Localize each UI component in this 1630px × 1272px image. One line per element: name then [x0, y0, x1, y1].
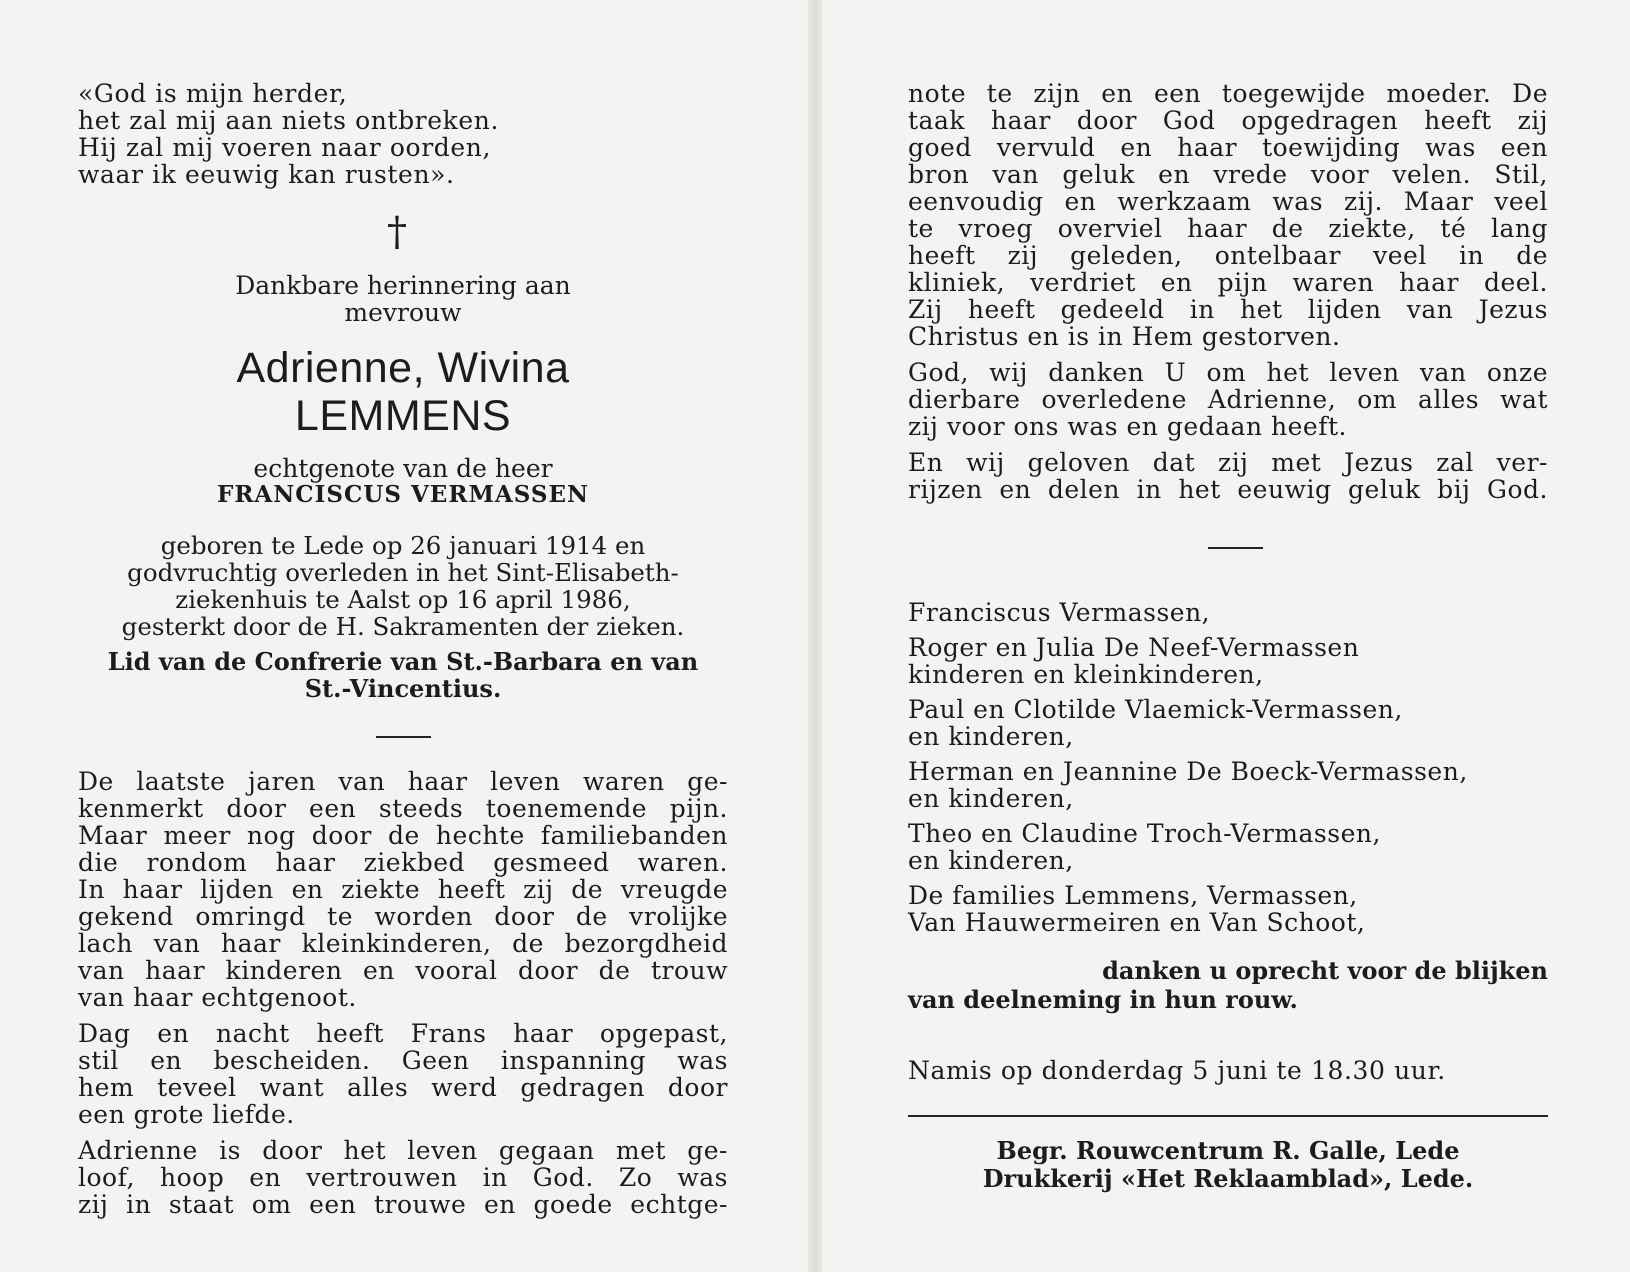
family-line: kinderen en kleinkinderen, — [908, 660, 1264, 689]
family-group — [908, 758, 1548, 812]
thanks-line: danken u oprecht voor de blijken — [1102, 956, 1548, 985]
spouse-name: FRANCISCUS VERMASSEN — [216, 481, 590, 508]
membership-line: St.-Vincentius. — [304, 674, 502, 703]
family-line: en kinderen, — [908, 722, 1074, 751]
deceased-first-names: Adrienne, Wivina — [236, 344, 570, 392]
tribute-paragraph — [78, 1137, 728, 1218]
text-line: lach van haar kleinkinderen, de bezorgdheid — [78, 929, 728, 958]
text-line: bron van geluk en vrede voor velen. Stil, — [908, 160, 1548, 189]
text-line: stil en bescheiden. Geen inspanning was — [78, 1046, 728, 1075]
text-line: loof, hoop en vertrouwen in God. Zo was — [78, 1163, 728, 1192]
family-line: Paul en Clotilde Vlaemick-Vermassen, — [908, 695, 1403, 724]
printer-line: Begr. Rouwcentrum R. Galle, Lede — [996, 1136, 1460, 1165]
text-line: Zij heeft gedeeld in het lijden van Jezus — [908, 295, 1548, 324]
detail-line: gesterkt door de H. Sakramenten der zieken. — [121, 612, 685, 641]
text-line: zij in staat om een trouwe en goede echtge- — [78, 1190, 728, 1219]
family-line: Van Hauwermeiren en Van Schoot, — [908, 908, 1366, 937]
card-fold — [808, 0, 822, 1272]
service-announcement: Namis op donderdag 5 juni te 18.30 uur. — [908, 1056, 1446, 1085]
spouse-intro: echtgenote van de heer — [253, 454, 553, 483]
membership-line: Lid van de Confrerie van St.-Barbara en van — [107, 647, 699, 676]
text-line: te vroeg overviel haar de ziekte, té lang — [908, 214, 1548, 243]
tribute-continued — [908, 80, 1548, 503]
birth-death-details — [78, 532, 728, 640]
text-line: Christus en is in Hem gestorven. — [908, 322, 1341, 351]
text-line: Adrienne is door het leven gegaan met ge- — [78, 1136, 728, 1165]
text-line: van haar echtgenoot. — [78, 983, 357, 1012]
family-line: Roger en Julia De Neef-Vermassen — [908, 633, 1360, 662]
intro-line: Dankbare herinnering aan — [235, 271, 571, 300]
tribute-paragraph — [78, 1020, 728, 1128]
family-line: Herman en Jeannine De Boeck-Vermassen, — [908, 757, 1468, 786]
text-line: En wij geloven dat zij met Jezus zal ver- — [908, 448, 1548, 477]
deceased-surname: LEMMENS — [294, 392, 512, 440]
psalm-line: het zal mij aan niets ontbreken. — [78, 106, 500, 135]
text-line: God, wij danken U om het leven van onze — [908, 358, 1548, 387]
family-line: en kinderen, — [908, 846, 1074, 875]
detail-line: geboren te Lede op 26 januari 1914 en — [160, 531, 646, 560]
printer-credits — [908, 1137, 1548, 1193]
text-line: hem teveel want alles werd gedragen door — [78, 1073, 728, 1102]
family-group — [908, 599, 1548, 626]
text-line: dierbare overledene Adrienne, om alles wat — [908, 385, 1548, 414]
tribute-paragraph — [908, 80, 1548, 350]
text-line: kliniek, verdriet en pijn waren haar deel. — [908, 268, 1548, 297]
text-line: Maar meer nog door de hechte familiebanden — [78, 821, 728, 850]
tribute-paragraph — [78, 768, 728, 1011]
right-panel — [908, 80, 1548, 1193]
text-line: De laatste jaren van haar leven waren ge- — [78, 767, 728, 796]
left-panel — [78, 80, 728, 1218]
text-line: goed vervuld en haar toewijding was een — [908, 133, 1548, 162]
prayer-paragraph — [908, 359, 1548, 440]
text-line: van haar kinderen en vooral door de trouw — [78, 956, 728, 985]
detail-line: ziekenhuis te Aalst op 16 april 1986, — [175, 585, 631, 614]
text-line: een grote liefde. — [78, 1100, 295, 1129]
family-group — [908, 696, 1548, 750]
family-group — [908, 634, 1548, 688]
divider — [1208, 547, 1263, 549]
intro-block — [78, 272, 728, 326]
divider — [376, 736, 431, 738]
psalm-line: waar ik eeuwig kan rusten». — [78, 160, 455, 189]
text-line: taak haar door God opgedragen heeft zij — [908, 106, 1548, 135]
membership-note — [78, 648, 728, 702]
family-line: De families Lemmens, Vermassen, — [908, 881, 1358, 910]
intro-line: mevrouw — [344, 298, 462, 327]
text-line: zij voor ons was en gedaan heeft. — [908, 412, 1347, 441]
psalm-line: «God is mijn herder, — [78, 79, 348, 108]
text-line: die rondom haar ziekbed gesmeed waren. — [78, 848, 728, 877]
printer-line: Drukkerij «Het Reklaamblad», Lede. — [982, 1164, 1474, 1193]
detail-line: godvruchtig overleden in het Sint-Elisabeth- — [127, 558, 679, 587]
footer-rule — [908, 1115, 1548, 1117]
psalm-line: Hij zal mij voeren naar oorden, — [78, 133, 491, 162]
family-line: Theo en Claudine Troch-Vermassen, — [908, 819, 1381, 848]
psalm-quote — [78, 80, 728, 188]
family-group — [908, 820, 1548, 874]
text-line: Dag en nacht heeft Frans haar opgepast, — [78, 1019, 728, 1048]
prayer-paragraph — [908, 449, 1548, 503]
tribute-text — [78, 768, 728, 1218]
text-line: In haar lijden en ziekte heeft zij de vreugde — [78, 875, 728, 904]
text-line: rijzen en delen in het eeuwig geluk bij God. — [908, 475, 1548, 504]
text-line: note te zijn en een toegewijde moeder. De — [908, 79, 1548, 108]
family-line: en kinderen, — [908, 784, 1074, 813]
thanks-line: van deelneming in hun rouw. — [908, 985, 1298, 1014]
text-line: heeft zij geleden, ontelbaar veel in de — [908, 241, 1548, 270]
text-line: eenvoudig en werkzaam was zij. Maar veel — [908, 187, 1548, 216]
thanks-note — [908, 956, 1548, 1014]
family-group — [908, 882, 1548, 936]
text-line: kenmerkt door een steeds toenemende pijn. — [78, 794, 728, 823]
family-line: Franciscus Vermassen, — [908, 598, 1211, 627]
cross-icon: † — [387, 209, 407, 255]
family-list — [908, 599, 1548, 936]
text-line: gekend omringd te worden door de vrolijke — [78, 902, 728, 931]
